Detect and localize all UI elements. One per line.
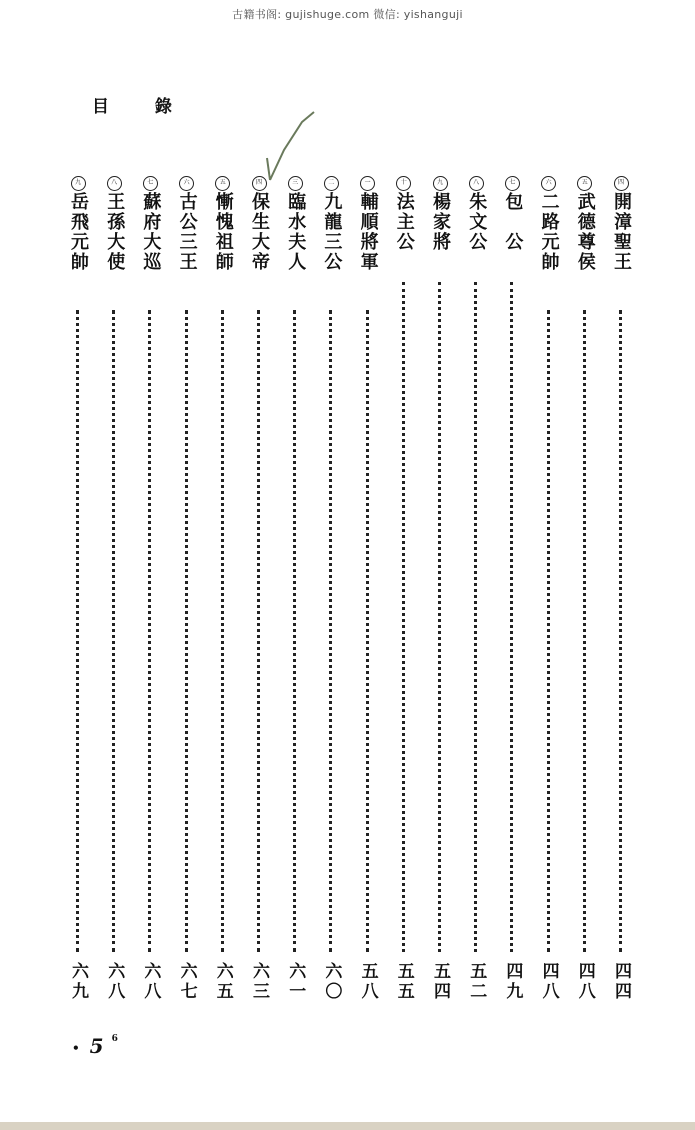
folio-bullet: • [72, 1040, 80, 1055]
toc-entry [318, 170, 346, 1012]
dot-leader [474, 282, 477, 952]
entry-number: 二 [324, 176, 339, 191]
entry-title: 開漳聖王 [611, 192, 632, 272]
entry-title: 保生大帝 [249, 192, 270, 272]
toc-entry [210, 170, 238, 1012]
page-title: 目 錄 [92, 97, 192, 117]
dot-leader [293, 310, 296, 952]
entry-number: 四 [252, 176, 267, 191]
page-edge [0, 1122, 695, 1130]
entry-page-number: 四九 [502, 962, 523, 1002]
dot-leader [221, 310, 224, 952]
toc-entry [391, 170, 419, 1012]
entry-number: 三 [288, 176, 303, 191]
folio-number: 5 [89, 1034, 104, 1058]
dot-leader [76, 310, 79, 952]
entry-page-number: 六七 [176, 962, 197, 1002]
entry-number: 十 [396, 176, 411, 191]
entry-title: 古公三王 [176, 192, 198, 272]
entry-number: 五 [215, 176, 230, 191]
entry-page-number: 四八 [538, 962, 559, 1002]
entry-page-number: 六三 [249, 962, 269, 1002]
entry-number: 一 [360, 176, 375, 191]
entry-number: 七 [143, 176, 158, 191]
entry-number: 六 [179, 176, 194, 191]
folio-sub-mark: 6 [111, 1034, 118, 1044]
dot-leader [148, 310, 151, 952]
toc-entry [246, 170, 274, 1012]
entry-title: 九龍三公 [321, 192, 343, 272]
entry-number: 九 [433, 176, 448, 191]
entry-title: 臨水夫人 [285, 192, 307, 272]
entry-title: 朱文公 [466, 192, 488, 252]
dot-leader [547, 310, 550, 952]
toc-entry [137, 170, 165, 1012]
entry-page-number: 四四 [611, 962, 631, 1002]
entry-title: 慚愧祖師 [212, 192, 234, 272]
toc-entry [499, 170, 527, 1012]
entry-number: 五 [577, 176, 592, 191]
dot-leader [185, 310, 188, 952]
dot-leader [329, 310, 332, 952]
entry-title: 法主公 [393, 192, 415, 252]
entry-page-number: 六〇 [321, 962, 342, 1002]
dot-leader [257, 310, 260, 952]
entry-page-number: 六八 [140, 962, 161, 1002]
entry-title: 輔順將軍 [357, 192, 379, 272]
dot-leader [619, 310, 622, 952]
entry-title: 王孫大使 [104, 192, 126, 272]
dot-leader [583, 310, 586, 952]
page-folio [72, 1034, 118, 1058]
toc-entry [572, 170, 600, 1012]
entry-number: 六 [541, 176, 556, 191]
entry-number: 九 [71, 176, 86, 191]
entry-number: 八 [469, 176, 484, 191]
entry-title: 包 公 [502, 192, 524, 252]
entry-number: 八 [107, 176, 122, 191]
toc-entry [536, 170, 564, 1012]
entry-number: 四 [614, 176, 629, 191]
entry-title: 蘇府大巡 [140, 192, 162, 272]
entry-page-number: 五五 [393, 962, 414, 1002]
entry-page-number: 五四 [430, 962, 450, 1002]
toc-entry [174, 170, 202, 1012]
entry-title: 楊家將 [430, 192, 451, 252]
entry-page-number: 六一 [285, 962, 306, 1002]
dot-leader [402, 282, 405, 952]
entry-page-number: 四八 [574, 962, 595, 1002]
entry-page-number: 六八 [104, 962, 125, 1002]
toc-entry [282, 170, 310, 1012]
dot-leader [438, 282, 441, 952]
toc-entry [608, 170, 636, 1012]
toc-entry [65, 170, 93, 1012]
toc-entry [463, 170, 491, 1012]
entry-page-number: 六五 [212, 962, 233, 1002]
entry-page-number: 六九 [68, 962, 88, 1002]
toc-entry [101, 170, 129, 1012]
entry-title: 岳飛元帥 [68, 192, 89, 272]
entry-number: 七 [505, 176, 520, 191]
toc-entry [427, 170, 455, 1012]
entry-page-number: 五八 [357, 962, 378, 1002]
toc-entry [355, 170, 383, 1012]
dot-leader [366, 310, 369, 952]
watermark: 古籍书阁: gujishuge.com 微信: yishanguji [232, 8, 463, 21]
dot-leader [112, 310, 115, 952]
dot-leader [510, 282, 513, 952]
entry-page-number: 五二 [466, 962, 487, 1002]
entry-title: 二路元帥 [538, 192, 560, 272]
entry-title: 武德尊侯 [574, 192, 596, 272]
